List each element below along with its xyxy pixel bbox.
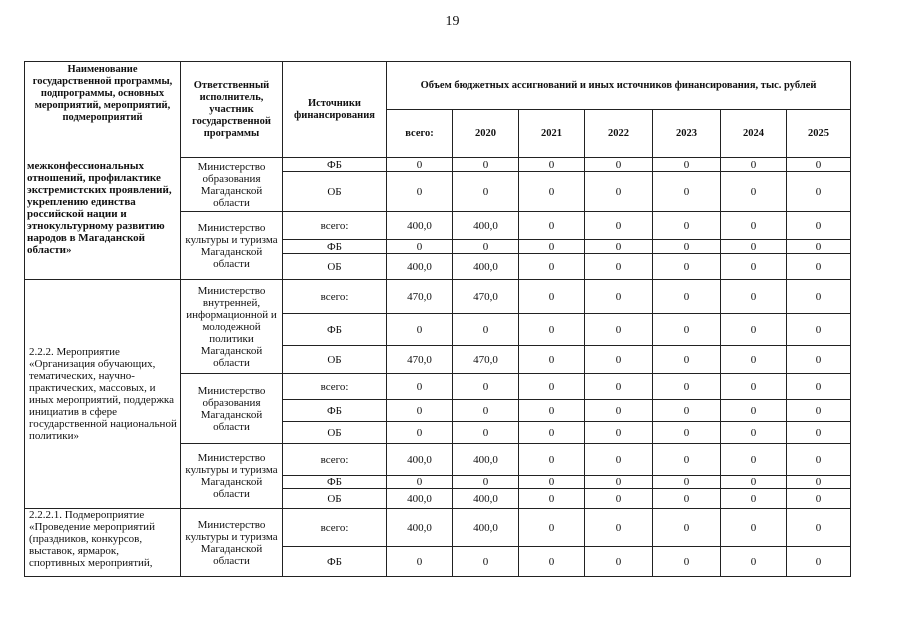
value-cell: 0 <box>519 314 585 346</box>
value-cell: 0 <box>387 374 453 400</box>
value-cell: 0 <box>653 212 721 240</box>
value-cell: 0 <box>453 547 519 577</box>
sub-event-name: 2.2.2.1. Подмероприятие «Проведение мероприятий (праздников, конкурсов, выставок, ярмарок, спортивных мероприятий, <box>25 509 181 577</box>
value-cell: 0 <box>787 489 851 509</box>
executor-cell: Министерство образования Магаданской области <box>181 158 283 212</box>
program-name-cont: межконфессиональных отношений, профилактике экстремистских проявлений, укреплению единства российской нации и этнокультурному развитию народов в Магаданской области» <box>25 158 181 280</box>
value-cell: 400,0 <box>387 212 453 240</box>
value-cell: 0 <box>721 489 787 509</box>
value-cell: 400,0 <box>453 489 519 509</box>
table-row <box>25 158 851 172</box>
value-cell: 0 <box>387 476 453 489</box>
value-cell: 0 <box>787 476 851 489</box>
source-cell: ОБ <box>283 254 387 280</box>
value-cell: 0 <box>585 422 653 444</box>
header-2025: 2025 <box>787 110 851 158</box>
value-cell: 0 <box>585 400 653 422</box>
value-cell: 0 <box>519 172 585 212</box>
value-cell: 0 <box>653 400 721 422</box>
value-cell: 0 <box>721 212 787 240</box>
value-cell: 0 <box>721 158 787 172</box>
value-cell: 0 <box>585 489 653 509</box>
value-cell: 0 <box>721 172 787 212</box>
value-cell: 470,0 <box>453 346 519 374</box>
value-cell: 0 <box>519 509 585 547</box>
source-cell: ФБ <box>283 547 387 577</box>
value-cell: 470,0 <box>453 280 519 314</box>
value-cell: 0 <box>653 489 721 509</box>
source-cell: ОБ <box>283 172 387 212</box>
value-cell: 0 <box>721 400 787 422</box>
value-cell: 0 <box>387 400 453 422</box>
value-cell: 0 <box>721 476 787 489</box>
value-cell: 0 <box>387 422 453 444</box>
header-executor: Ответственный исполнитель, участник государственной программы <box>181 62 283 158</box>
value-cell: 0 <box>519 476 585 489</box>
value-cell: 0 <box>653 158 721 172</box>
value-cell: 0 <box>787 240 851 254</box>
executor-cell: Министерство образования Магаданской области <box>181 374 283 444</box>
source-cell: всего: <box>283 374 387 400</box>
value-cell: 0 <box>519 254 585 280</box>
value-cell: 0 <box>585 509 653 547</box>
value-cell: 0 <box>453 374 519 400</box>
value-cell: 0 <box>721 314 787 346</box>
value-cell: 0 <box>519 422 585 444</box>
value-cell: 0 <box>387 547 453 577</box>
value-cell: 400,0 <box>453 509 519 547</box>
value-cell: 0 <box>787 346 851 374</box>
header-2023: 2023 <box>653 110 721 158</box>
table-row <box>25 280 851 314</box>
value-cell: 0 <box>585 444 653 476</box>
value-cell: 0 <box>721 374 787 400</box>
value-cell: 0 <box>721 547 787 577</box>
value-cell: 400,0 <box>453 212 519 240</box>
header-2021: 2021 <box>519 110 585 158</box>
value-cell: 0 <box>453 314 519 346</box>
value-cell: 0 <box>787 254 851 280</box>
executor-cell: Министерство культуры и туризма Магаданской области <box>181 212 283 280</box>
value-cell: 0 <box>387 172 453 212</box>
value-cell: 0 <box>721 240 787 254</box>
source-cell: ФБ <box>283 158 387 172</box>
value-cell: 0 <box>653 509 721 547</box>
source-cell: ОБ <box>283 346 387 374</box>
value-cell: 0 <box>519 400 585 422</box>
page-number: 19 <box>445 14 460 29</box>
value-cell: 0 <box>585 254 653 280</box>
value-cell: 0 <box>787 374 851 400</box>
value-cell: 0 <box>787 422 851 444</box>
value-cell: 0 <box>787 172 851 212</box>
value-cell: 0 <box>787 280 851 314</box>
value-cell: 0 <box>453 172 519 212</box>
value-cell: 0 <box>585 172 653 212</box>
source-cell: ФБ <box>283 314 387 346</box>
value-cell: 0 <box>653 444 721 476</box>
value-cell: 0 <box>653 374 721 400</box>
value-cell: 0 <box>787 444 851 476</box>
value-cell: 0 <box>787 547 851 577</box>
value-cell: 0 <box>787 158 851 172</box>
value-cell: 0 <box>453 240 519 254</box>
value-cell: 0 <box>387 314 453 346</box>
value-cell: 0 <box>585 212 653 240</box>
executor-cell: Министерство культуры и туризма Магаданской области <box>181 444 283 509</box>
value-cell: 470,0 <box>387 280 453 314</box>
value-cell: 0 <box>585 374 653 400</box>
value-cell: 0 <box>721 280 787 314</box>
value-cell: 400,0 <box>387 254 453 280</box>
value-cell: 0 <box>519 240 585 254</box>
value-cell: 400,0 <box>387 444 453 476</box>
source-cell: ФБ <box>283 400 387 422</box>
value-cell: 400,0 <box>453 444 519 476</box>
source-cell: всего: <box>283 444 387 476</box>
value-cell: 400,0 <box>387 489 453 509</box>
source-cell: ФБ <box>283 240 387 254</box>
header-volume: Объем бюджетных ассигнований и иных источников финансирования, тыс. рублей <box>387 62 851 110</box>
source-cell: всего: <box>283 509 387 547</box>
value-cell: 0 <box>453 476 519 489</box>
value-cell: 0 <box>519 547 585 577</box>
value-cell: 400,0 <box>453 254 519 280</box>
header-sources: Источники финансирования <box>283 62 387 158</box>
value-cell: 0 <box>519 158 585 172</box>
value-cell: 470,0 <box>387 346 453 374</box>
value-cell: 0 <box>653 314 721 346</box>
value-cell: 0 <box>453 422 519 444</box>
value-cell: 0 <box>585 476 653 489</box>
value-cell: 0 <box>585 240 653 254</box>
source-cell: всего: <box>283 212 387 240</box>
value-cell: 0 <box>653 172 721 212</box>
value-cell: 0 <box>387 240 453 254</box>
value-cell: 0 <box>787 400 851 422</box>
value-cell: 0 <box>653 346 721 374</box>
value-cell: 0 <box>721 346 787 374</box>
header-name: Наименование государственной программы, подпрограммы, основных мероприятий, мероприятий, подмероприятий <box>25 62 181 158</box>
value-cell: 0 <box>453 400 519 422</box>
header-2020: 2020 <box>453 110 519 158</box>
value-cell: 0 <box>585 280 653 314</box>
executor-cell: Министерство внутренней, информационной и молодежной политики Магаданской области <box>181 280 283 374</box>
source-cell: ОБ <box>283 422 387 444</box>
value-cell: 0 <box>585 314 653 346</box>
table-row <box>25 509 851 547</box>
value-cell: 0 <box>653 254 721 280</box>
value-cell: 0 <box>653 280 721 314</box>
source-cell: ФБ <box>283 476 387 489</box>
value-cell: 0 <box>721 509 787 547</box>
value-cell: 0 <box>653 422 721 444</box>
value-cell: 0 <box>721 254 787 280</box>
value-cell: 0 <box>519 489 585 509</box>
header-2024: 2024 <box>721 110 787 158</box>
header-total: всего: <box>387 110 453 158</box>
value-cell: 0 <box>721 422 787 444</box>
event-name: 2.2.2. Мероприятие «Организация обучающих, тематических, научно-практических, массовых, и иных мероприятий, поддержка инициатив в сфере государственной национальной политики» <box>25 280 181 509</box>
value-cell: 0 <box>653 547 721 577</box>
value-cell: 0 <box>787 314 851 346</box>
executor-cell: Министерство культуры и туризма Магаданской области <box>181 509 283 577</box>
value-cell: 0 <box>519 346 585 374</box>
value-cell: 0 <box>787 212 851 240</box>
value-cell: 400,0 <box>387 509 453 547</box>
value-cell: 0 <box>519 280 585 314</box>
value-cell: 0 <box>387 158 453 172</box>
header-2022: 2022 <box>585 110 653 158</box>
value-cell: 0 <box>653 240 721 254</box>
value-cell: 0 <box>453 158 519 172</box>
value-cell: 0 <box>519 374 585 400</box>
value-cell: 0 <box>721 444 787 476</box>
value-cell: 0 <box>787 509 851 547</box>
value-cell: 0 <box>519 444 585 476</box>
value-cell: 0 <box>585 346 653 374</box>
budget-table <box>24 61 851 577</box>
value-cell: 0 <box>519 212 585 240</box>
value-cell: 0 <box>585 158 653 172</box>
source-cell: ОБ <box>283 489 387 509</box>
value-cell: 0 <box>585 547 653 577</box>
source-cell: всего: <box>283 280 387 314</box>
value-cell: 0 <box>653 476 721 489</box>
